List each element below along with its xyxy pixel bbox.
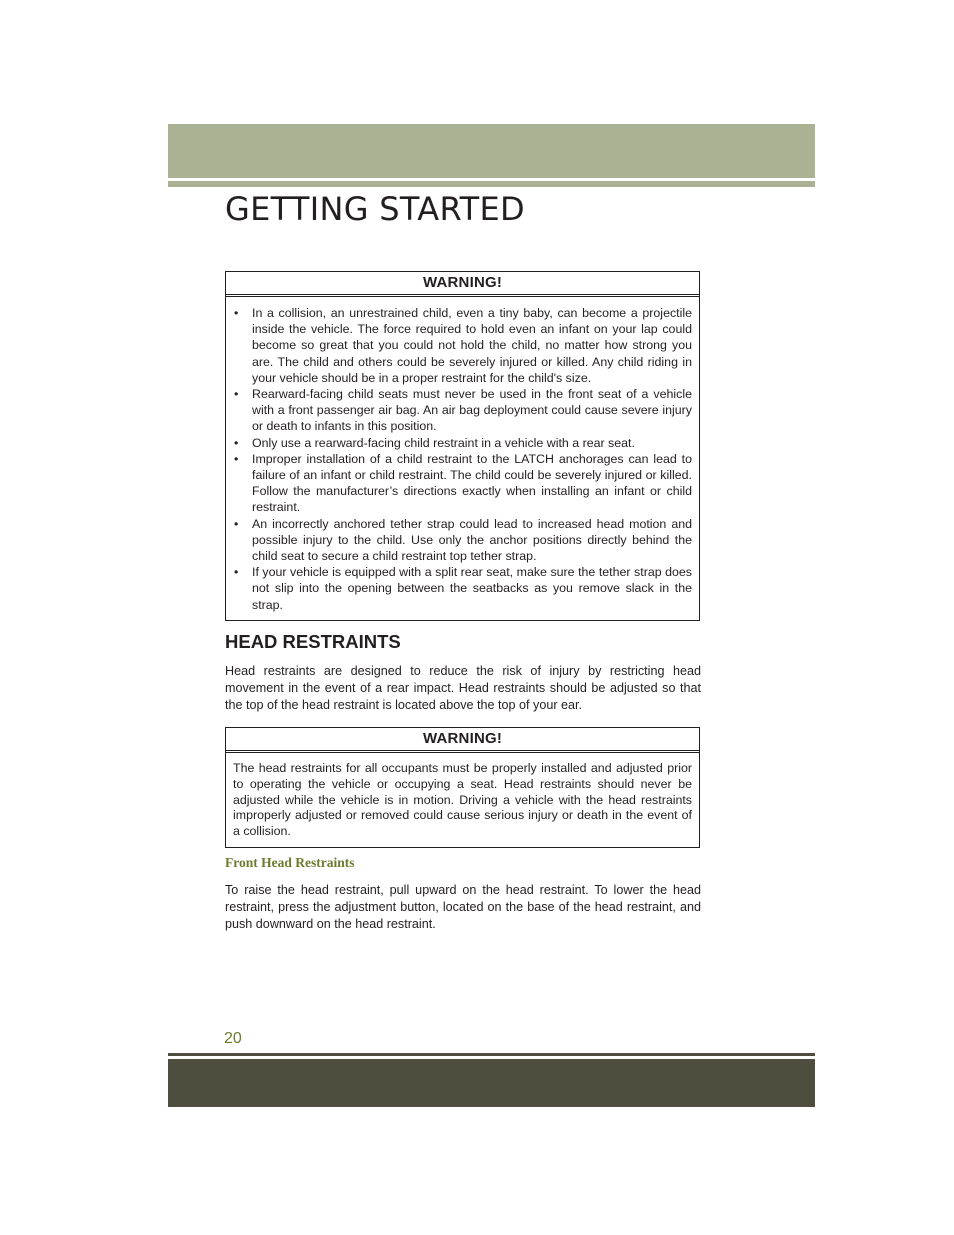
bullet-icon: • (234, 565, 239, 580)
warning-title: WARNING! (226, 728, 699, 753)
bullet-icon: • (234, 435, 239, 450)
bullet-icon: • (234, 451, 239, 466)
warning-box-head-restraints (225, 727, 700, 848)
warning-item-text: If your vehicle is equipped with a split rear seat, make sure the tether strap does not slip into the opening between the seatbacks as you remove slack in the strap. (252, 565, 692, 612)
warning-item-text: In a collision, an unrestrained child, even a tiny baby, can become a projectile inside the vehicle. The force required to hold even an infant on your lap could become so great that you could not hold the child, no matter how strong you are. The child and others could be severely injured or killed. Any child riding in your vehicle should be in a proper restraint for the child's size. (252, 306, 692, 385)
header-rule (168, 181, 815, 187)
footer-band (168, 1059, 815, 1107)
warning-box-child-restraints (225, 271, 700, 621)
warning-item-text: Only use a rearward-facing child restraint in a vehicle with a rear seat. (252, 435, 635, 450)
warning-item-text: Rearward-facing child seats must never be used in the front seat of a vehicle with a front passenger air bag. An air bag deployment could cause severe injury or death to infants in this position. (252, 387, 692, 434)
page-number: 20 (224, 1030, 242, 1047)
warning-item-text: An incorrectly anchored tether strap could lead to increased head motion and possible injury to the child. Use only the anchor positions directly behind the child seat to secure a child restraint top tether strap. (252, 516, 692, 564)
header-band (168, 124, 815, 178)
bullet-icon: • (234, 306, 239, 320)
bullet-icon: • (234, 387, 239, 402)
warning-list-item (234, 386, 692, 435)
bullet-icon: • (234, 516, 239, 531)
warning-list-item (234, 435, 692, 451)
section-title: GETTING STARTED (225, 190, 525, 228)
warning-list (226, 297, 699, 613)
warning-item-text: Improper installation of a child restraint to the LATCH anchorages can lead to failure of an infant or child restraint. The child could be severely injured or killed. Follow the manufacturer’s directions exactly when installing an infant or child restraint. (252, 451, 692, 515)
footer-rule (168, 1053, 815, 1056)
warning-title: WARNING! (226, 272, 699, 297)
head-restraints-paragraph: Head restraints are designed to reduce the risk of injury by restricting head movement in the event of a rear impact. Head restraints should be adjusted so that the top of the head restraint is located above the top of your ear. (225, 664, 701, 712)
head-restraints-heading: HEAD RESTRAINTS (225, 631, 401, 652)
warning-list-item (234, 564, 692, 613)
warning-list-item (234, 516, 692, 565)
warning-list-item (234, 451, 692, 516)
front-head-restraints-paragraph: To raise the head restraint, pull upward on the head restraint. To lower the head restraint, press the adjustment button, located on the base of the head restraint, and push downward on the head restraint. (225, 883, 701, 931)
front-head-restraints-heading: Front Head Restraints (225, 855, 355, 870)
warning-list-item (234, 305, 692, 386)
warning-text: The head restraints for all occupants must be properly installed and adjusted prior to operating the vehicle or occupying a seat. Head restraints should never be adjusted while the vehicle is in motion. Driving a vehicle with the head restraints improperly adjusted or removed could cause serious injury or death in the event of a collision. (233, 761, 692, 839)
